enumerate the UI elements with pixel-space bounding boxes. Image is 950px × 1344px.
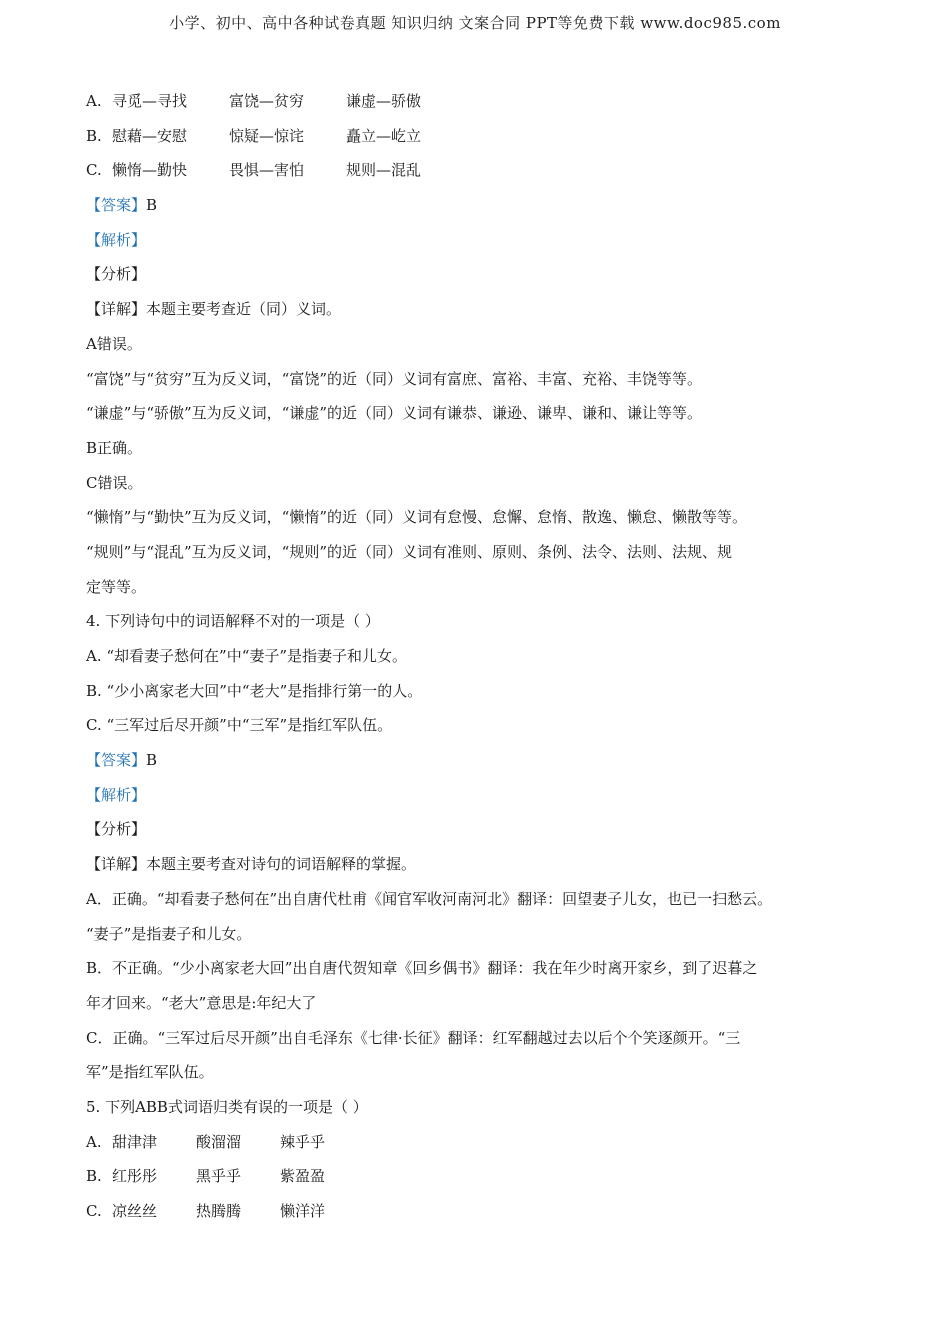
q3-line: C错误。 <box>86 473 143 492</box>
q3-line: “富饶”与“贫穷”互为反义词，“富饶”的近（同）义词有富庶、富裕、丰富、充裕、丰饶等等。 <box>86 369 703 388</box>
q4-line: 军”是指红军队伍。 <box>86 1063 214 1082</box>
q3-line: “规则”与“混乱”互为反义词，“规则”的近（同）义词有准则、原则、条例、法令、法则、法规、规 <box>86 542 733 561</box>
q5-option-c: C. 凉丝丝 热腾腾 懒洋洋 <box>86 1202 326 1220</box>
q3-analysis-tag: 【解析】 <box>86 230 147 249</box>
q4-option-a: A. “却看妻子愁何在”中“妻子”是指妻子和儿女。 <box>86 647 408 665</box>
q3-line: B正确。 <box>86 438 143 457</box>
q3-line: 定等等。 <box>86 577 147 596</box>
q5-option-b: B. 红彤彤 黑乎乎 紫盈盈 <box>86 1167 326 1186</box>
q3-option-c: C. 懒惰—勤快 畏惧—害怕 规则—混乱 <box>86 161 422 180</box>
answer-tag: 【答案】 <box>86 196 147 215</box>
site-header-banner: 小学、初中、高中各种试卷真题 知识归纳 文案合同 PPT等免费下载 www.doc985.com <box>169 14 781 32</box>
q5-question: 5. 下列ABB式词语归类有误的一项是（ ） <box>86 1097 368 1116</box>
q3-fenxi: 【分析】 <box>86 265 147 284</box>
q3-detail: 【详解】本题主要考查近（同）义词。 <box>86 300 342 319</box>
q4-option-c: C. “三军过后尽开颜”中“三军”是指红军队伍。 <box>86 716 393 735</box>
q4-analysis-tag: 【解析】 <box>86 785 147 804</box>
q3-line: “懒惰”与“勤快”互为反义词，“懒惰”的近（同）义词有怠慢、怠懈、怠惰、散逸、懒怠、懒散等等。 <box>86 508 748 527</box>
q4-answer: 【答案】B <box>86 751 158 770</box>
answer-tag: 【答案】 <box>86 751 147 770</box>
q3-option-b: B. 慰藉—安慰 惊疑—惊诧 矗立—屹立 <box>86 126 422 145</box>
q3-option-a: A. 寻觅—寻找 富饶—贫穷 谦虚—骄傲 <box>86 92 422 110</box>
q4-line: 年才回来。“老大”意思是:年纪大了 <box>86 993 317 1012</box>
q4-question: 4. 下列诗句中的词语解释不对的一项是（ ） <box>86 612 380 631</box>
document-body <box>86 84 886 1229</box>
q4-line: “妻子”是指妻子和儿女。 <box>86 924 252 943</box>
q4-line: C．正确。“三军过后尽开颜”出自毛泽东《七律·长征》翻译：红军翻越过去以后个个笑逐颜开。“三 <box>86 1028 741 1047</box>
q4-line: B．不正确。“少小离家老大回”出自唐代贺知章《回乡偶书》翻译：我在年少时离开家乡，到了迟暮之 <box>86 959 758 978</box>
q3-answer: 【答案】B <box>86 196 158 215</box>
q5-option-a: A. 甜津津 酸溜溜 辣乎乎 <box>86 1132 326 1151</box>
q4-fenxi: 【分析】 <box>86 820 147 839</box>
q4-line: A．正确。“却看妻子愁何在”出自唐代杜甫《闻官军收河南河北》翻译：回望妻子儿女，也已一扫愁云。 <box>86 889 773 908</box>
q4-option-b: B. “少小离家老大回”中“老大”是指排行第一的人。 <box>86 681 423 700</box>
q3-line: A错误。 <box>86 334 142 353</box>
q3-line: “谦虚”与“骄傲”互为反义词，“谦虚”的近（同）义词有谦恭、谦逊、谦卑、谦和、谦让等等。 <box>86 404 703 423</box>
q4-detail: 【详解】本题主要考查对诗句的词语解释的掌握。 <box>86 855 417 874</box>
